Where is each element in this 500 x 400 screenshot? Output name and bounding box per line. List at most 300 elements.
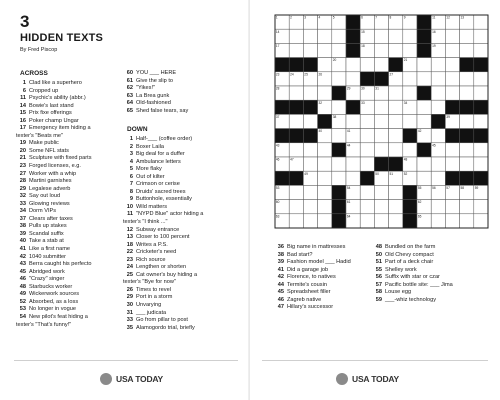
grid-cell[interactable]	[474, 15, 488, 29]
grid-cell[interactable]	[374, 43, 388, 57]
clue-item	[274, 304, 351, 312]
grid-cell-black	[346, 100, 360, 114]
logo-text: USA TODAY	[116, 374, 164, 384]
grid-cell[interactable]	[431, 171, 445, 185]
clue-text: Lengthen or shorten	[136, 264, 187, 271]
grid-cell[interactable]	[431, 214, 445, 228]
grid-cell-number: 51	[389, 171, 394, 176]
grid-cell[interactable]	[360, 129, 374, 143]
grid-cell[interactable]	[318, 214, 332, 228]
grid-cell[interactable]	[474, 86, 488, 100]
grid-cell[interactable]	[318, 43, 332, 57]
clue-item	[123, 287, 203, 295]
grid-cell-black	[431, 114, 445, 128]
clue-item	[123, 272, 203, 280]
clue-number: 63	[126, 92, 133, 99]
clue-text: New pilot's feat hiding a	[29, 313, 88, 320]
grid-cell-number: 20	[332, 58, 337, 63]
clue-item	[123, 302, 203, 310]
grid-cell-black	[303, 58, 317, 72]
grid-cell[interactable]	[460, 72, 474, 86]
clue-item	[16, 193, 92, 201]
clue-item	[274, 274, 351, 282]
clue-text: Abridged work	[29, 268, 65, 275]
grid-cell-black	[474, 129, 488, 143]
across-clues-col2	[123, 70, 188, 115]
grid-cell-number: 26	[318, 72, 323, 77]
clue-text: Zagreb native	[287, 296, 322, 303]
clue-item	[123, 325, 203, 333]
grid-cell[interactable]	[460, 29, 474, 43]
grid-cell-number: 65	[417, 214, 422, 219]
clue-text: Big name in mattresses	[287, 244, 346, 250]
clue-text: Writes a P.S.	[136, 241, 168, 248]
grid-cell[interactable]	[403, 72, 417, 86]
clue-number: 29	[126, 294, 133, 301]
clue-number: 25	[126, 271, 133, 278]
grid-cell[interactable]	[374, 143, 388, 157]
clue-item	[16, 231, 92, 239]
grid-cell[interactable]	[445, 29, 459, 43]
grid-cell-number: 16	[432, 29, 436, 34]
grid-cell[interactable]	[346, 171, 360, 185]
grid-cell[interactable]	[303, 143, 317, 157]
grid-cell[interactable]	[389, 29, 403, 43]
clue-text-continued: texter's "Bye for now"	[123, 279, 176, 286]
clue-number: 45	[277, 289, 284, 296]
grid-cell-black	[289, 58, 303, 72]
grid-cell-black	[275, 171, 289, 185]
grid-cell[interactable]	[303, 29, 317, 43]
clue-item	[16, 208, 92, 216]
grid-cell[interactable]	[318, 86, 332, 100]
clue-text: "NYPD Blue" actor hiding a	[136, 211, 204, 218]
clue-item	[123, 257, 203, 265]
grid-cell[interactable]	[332, 171, 346, 185]
down-clues-right-col1	[274, 244, 351, 312]
clue-text: Old Chevy compact	[385, 251, 434, 258]
clue-number: 8	[129, 188, 133, 195]
grid-cell[interactable]	[403, 43, 417, 57]
grid-cell-number: 64	[346, 214, 351, 219]
clue-text: Suffix with star or czar	[385, 274, 440, 281]
clue-number: 23	[126, 256, 133, 263]
grid-cell-number: 33	[361, 100, 365, 105]
clue-text: Shelley work	[385, 266, 417, 273]
grid-cell[interactable]	[445, 43, 459, 57]
grid-cell[interactable]	[460, 143, 474, 157]
clue-text: Clears after taxes	[29, 215, 73, 222]
clue-number: 40	[19, 238, 26, 245]
grid-cell[interactable]	[403, 29, 417, 43]
grid-cell[interactable]	[417, 72, 431, 86]
clue-number: 31	[126, 309, 133, 316]
grid-cell-black	[417, 43, 431, 57]
clue-number: 6	[22, 87, 26, 94]
clue-number: 24	[126, 264, 133, 271]
grid-cell[interactable]	[289, 200, 303, 214]
grid-cell-black	[346, 29, 360, 43]
clue-number: 52	[19, 298, 26, 305]
grid-cell[interactable]	[460, 114, 474, 128]
clue-number: 48	[375, 244, 382, 250]
grid-cell-black	[289, 171, 303, 185]
clue-text: Port in a storm	[136, 294, 173, 301]
grid-cell[interactable]	[332, 72, 346, 86]
clue-text: Ambulance letters	[136, 158, 181, 165]
grid-cell[interactable]	[445, 72, 459, 86]
grid-cell-black	[474, 100, 488, 114]
clue-number: 41	[19, 246, 26, 253]
grid-cell[interactable]	[431, 100, 445, 114]
clue-number: 27	[19, 170, 26, 177]
clue-text: Emergency item hiding a	[29, 125, 91, 132]
grid-cell[interactable]	[445, 214, 459, 228]
clue-number: 58	[375, 289, 382, 296]
grid-cell[interactable]	[374, 185, 388, 199]
grid-cell-number: 15	[361, 29, 365, 34]
clue-item	[123, 234, 203, 242]
grid-cell-number: 45	[432, 143, 436, 148]
logo-dot-icon	[336, 373, 348, 385]
clue-number: 61	[126, 77, 133, 84]
clue-item	[16, 103, 92, 111]
grid-cell[interactable]	[474, 143, 488, 157]
grid-cell[interactable]	[346, 157, 360, 171]
grid-cell[interactable]	[318, 29, 332, 43]
grid-cell[interactable]	[374, 214, 388, 228]
grid-cell-black	[275, 58, 289, 72]
grid-cell[interactable]	[389, 129, 403, 143]
clue-item	[16, 299, 92, 307]
grid-cell-number: 12	[446, 15, 450, 20]
grid-cell-number: 63	[275, 214, 280, 219]
clue-item	[274, 289, 351, 297]
grid-cell-black	[332, 200, 346, 214]
clue-number: 35	[126, 324, 133, 331]
across-heading: ACROSS	[20, 70, 48, 77]
grid-cell[interactable]	[303, 214, 317, 228]
grid-cell[interactable]	[403, 114, 417, 128]
clue-text: Crimson or cerise	[136, 181, 180, 188]
grid-cell[interactable]	[417, 171, 431, 185]
grid-cell[interactable]	[374, 29, 388, 43]
grid-cell-number: 56	[432, 186, 436, 190]
clue-text: Sculpture with fixed parts	[29, 155, 92, 162]
grid-cell[interactable]	[389, 200, 403, 214]
clue-number: 1	[22, 80, 26, 86]
grid-cell[interactable]	[346, 114, 360, 128]
clue-item	[372, 259, 453, 267]
grid-cell[interactable]	[360, 157, 374, 171]
grid-cell[interactable]	[374, 129, 388, 143]
grid-cell[interactable]	[360, 114, 374, 128]
clue-number: 60	[126, 70, 133, 76]
grid-cell[interactable]	[389, 143, 403, 157]
grid-cell-number: 53	[275, 186, 280, 190]
clue-number: 49	[19, 291, 26, 298]
grid-cell[interactable]	[445, 143, 459, 157]
logo-text: USA TODAY	[352, 374, 400, 384]
grid-cell-black	[360, 72, 374, 86]
grid-cell-black	[303, 129, 317, 143]
clue-item	[16, 186, 92, 194]
clue-number: 56	[375, 274, 382, 281]
clue-text: Cropped up	[29, 87, 59, 94]
clue-item	[16, 110, 92, 118]
grid-cell[interactable]	[417, 58, 431, 72]
clue-item	[16, 118, 92, 126]
grid-cell-number: 61	[346, 200, 351, 205]
clue-number: 43	[19, 261, 26, 268]
grid-cell-black	[403, 214, 417, 228]
grid-cell-number: 6	[361, 15, 363, 20]
grid-cell[interactable]	[389, 185, 403, 199]
grid-cell[interactable]	[318, 171, 332, 185]
clue-text: Louse egg	[385, 289, 412, 296]
grid-cell[interactable]	[318, 185, 332, 199]
clue-item	[372, 297, 453, 305]
grid-cell[interactable]	[389, 214, 403, 228]
footer-rule-right	[262, 360, 488, 361]
grid-cell-number: 18	[361, 44, 365, 48]
clue-text: Druids' sacred trees	[136, 188, 186, 195]
clue-text: Buttonhole, essentially	[136, 196, 192, 203]
clue-number: 9	[129, 196, 133, 203]
clue-number: 50	[375, 251, 382, 258]
clue-text: Florence, to natives	[287, 274, 336, 281]
grid-cell-black	[275, 100, 289, 114]
grid-cell[interactable]	[389, 114, 403, 128]
crossword-grid[interactable]	[274, 14, 490, 230]
clue-number: 47	[277, 304, 284, 311]
grid-cell[interactable]	[303, 157, 317, 171]
grid-cell[interactable]	[346, 58, 360, 72]
clue-text: Spreadsheet filler	[287, 289, 331, 296]
grid-cell-number: 44	[346, 143, 351, 148]
grid-cell[interactable]	[389, 43, 403, 57]
grid-cell-number: 46	[275, 157, 280, 162]
clue-item	[123, 108, 188, 116]
grid-cell-black	[332, 143, 346, 157]
grid-cell[interactable]	[360, 58, 374, 72]
grid-cell[interactable]	[318, 58, 332, 72]
grid-cell[interactable]	[445, 86, 459, 100]
grid-cell-black	[332, 86, 346, 100]
clue-item	[16, 163, 92, 171]
grid-cell[interactable]	[445, 200, 459, 214]
clue-item	[274, 252, 351, 260]
grid-cell[interactable]	[417, 157, 431, 171]
grid-cell[interactable]	[474, 214, 488, 228]
clue-number: 46	[277, 296, 284, 303]
clue-item	[123, 264, 203, 272]
clue-text: Starbucks worker	[29, 283, 73, 290]
clue-text: Legalese adverb	[29, 185, 71, 192]
clue-text: Martini garnishes	[29, 178, 72, 185]
clue-text: Go from pillar to post	[136, 317, 188, 324]
grid-cell[interactable]	[374, 200, 388, 214]
grid-cell[interactable]	[332, 157, 346, 171]
grid-cell[interactable]	[374, 100, 388, 114]
clue-item	[123, 85, 188, 93]
grid-cell[interactable]	[474, 200, 488, 214]
grid-cell-number: 62	[417, 200, 422, 205]
grid-cell[interactable]	[417, 114, 431, 128]
grid-cell[interactable]	[389, 86, 403, 100]
grid-cell-black	[289, 100, 303, 114]
grid-cell[interactable]	[318, 157, 332, 171]
grid-cell[interactable]	[318, 200, 332, 214]
grid-cell[interactable]	[460, 43, 474, 57]
clue-text: Bundled on the farm	[385, 244, 436, 250]
grid-cell[interactable]	[360, 214, 374, 228]
clue-text: Termite's cousin	[287, 281, 327, 288]
grid-cell-number: 50	[375, 171, 379, 176]
clue-text-continued: texter's "I think ..."	[123, 219, 168, 226]
grid-cell[interactable]	[289, 86, 303, 100]
grid-cell-number: 8	[389, 15, 392, 20]
grid-cell-number: 5	[332, 15, 335, 20]
clue-text: Scandal suffix	[29, 230, 64, 237]
footer-rule-left	[14, 360, 238, 361]
grid-cell[interactable]	[360, 200, 374, 214]
grid-cell[interactable]	[460, 214, 474, 228]
clue-number: 57	[375, 281, 382, 288]
grid-cell[interactable]	[289, 29, 303, 43]
grid-cell[interactable]	[303, 185, 317, 199]
clue-text: "Yikes!"	[136, 85, 155, 92]
grid-cell-number: 24	[290, 72, 294, 77]
clue-item	[372, 289, 453, 297]
clue-text: Alamogordo trial, briefly	[136, 324, 195, 331]
grid-cell-black	[346, 43, 360, 57]
clue-text: Bowie's last stand	[29, 102, 74, 109]
grid-cell-black	[374, 157, 388, 171]
grid-cell[interactable]	[474, 29, 488, 43]
grid-cell[interactable]	[360, 185, 374, 199]
grid-cell[interactable]	[332, 100, 346, 114]
grid-cell[interactable]	[332, 43, 346, 57]
usa-today-logo-left	[100, 373, 163, 385]
grid-cell-number: 14	[275, 29, 280, 34]
grid-cell[interactable]	[332, 129, 346, 143]
grid-cell[interactable]	[346, 72, 360, 86]
grid-cell[interactable]	[445, 58, 459, 72]
grid-cell-black	[474, 171, 488, 185]
grid-cell[interactable]	[289, 114, 303, 128]
grid-cell[interactable]	[303, 114, 317, 128]
grid-cell-number: 25	[304, 72, 308, 77]
grid-cell[interactable]	[431, 129, 445, 143]
grid-cell[interactable]	[460, 157, 474, 171]
clue-number: 53	[19, 306, 26, 313]
clue-item	[16, 140, 92, 148]
clue-text: Part of a deck chair	[385, 259, 434, 266]
grid-cell[interactable]	[360, 143, 374, 157]
grid-cell[interactable]	[332, 29, 346, 43]
grid-cell[interactable]	[289, 185, 303, 199]
grid-cell-number: 32	[318, 100, 323, 105]
grid-cell[interactable]	[289, 143, 303, 157]
clue-number: 32	[19, 193, 26, 200]
grid-cell[interactable]	[474, 157, 488, 171]
clue-number: 15	[19, 110, 26, 117]
grid-cell-black	[445, 100, 459, 114]
grid-cell[interactable]	[403, 86, 417, 100]
grid-cell[interactable]	[318, 143, 332, 157]
grid-cell-number: 23	[275, 72, 280, 77]
clue-item	[16, 291, 92, 299]
grid-cell[interactable]	[474, 72, 488, 86]
clue-number: 33	[19, 200, 26, 207]
grid-cell[interactable]	[474, 43, 488, 57]
clue-item	[16, 254, 92, 262]
clue-number: 65	[126, 107, 133, 114]
clue-item	[274, 297, 351, 305]
clue-text: Times to revel	[136, 286, 171, 293]
grid-cell[interactable]	[417, 100, 431, 114]
clue-item	[274, 244, 351, 252]
clue-text-continued: texter's "Beats me"	[16, 132, 64, 139]
clue-item	[16, 80, 92, 88]
clue-text: YOU ___ HERE	[136, 70, 177, 76]
grid-cell[interactable]	[431, 157, 445, 171]
grid-cell[interactable]	[431, 200, 445, 214]
grid-cell[interactable]	[474, 114, 488, 128]
clue-item	[16, 276, 92, 284]
grid-cell[interactable]	[289, 214, 303, 228]
clue-item	[274, 267, 351, 275]
grid-cell[interactable]	[431, 72, 445, 86]
grid-cell-black	[374, 72, 388, 86]
grid-cell[interactable]	[374, 58, 388, 72]
clue-item	[123, 70, 188, 78]
clue-text: Clad like a superhero	[29, 80, 82, 86]
grid-cell[interactable]	[431, 86, 445, 100]
usa-today-logo-right	[336, 373, 399, 385]
clue-number: 59	[375, 296, 382, 303]
clue-item	[16, 155, 92, 163]
grid-cell[interactable]	[374, 114, 388, 128]
clue-text: Big deal for a duffer	[136, 151, 185, 158]
grid-cell[interactable]	[403, 143, 417, 157]
grid-cell[interactable]	[303, 86, 317, 100]
grid-cell[interactable]	[303, 43, 317, 57]
clue-item	[274, 259, 351, 267]
clue-item	[123, 242, 203, 250]
clue-text: Cat owner's buy hiding a	[136, 271, 198, 278]
clue-item	[372, 252, 453, 260]
grid-cell[interactable]	[303, 200, 317, 214]
grid-cell-black	[289, 129, 303, 143]
grid-cell-number: 37	[275, 115, 280, 119]
grid-cell-number: 40	[318, 129, 323, 134]
grid-cell[interactable]	[289, 43, 303, 57]
clue-item	[123, 78, 188, 86]
grid-cell[interactable]	[431, 58, 445, 72]
grid-cell[interactable]	[460, 200, 474, 214]
grid-cell[interactable]	[445, 157, 459, 171]
clue-number: 42	[277, 274, 284, 281]
grid-cell[interactable]	[389, 100, 403, 114]
clue-text: Poker champ Ungar	[29, 117, 79, 124]
grid-cell-number: 54	[346, 186, 351, 190]
puzzle-number: 3	[20, 12, 30, 31]
grid-cell[interactable]	[460, 86, 474, 100]
clue-text: Make public	[29, 140, 59, 147]
across-clues-col1	[16, 80, 92, 329]
